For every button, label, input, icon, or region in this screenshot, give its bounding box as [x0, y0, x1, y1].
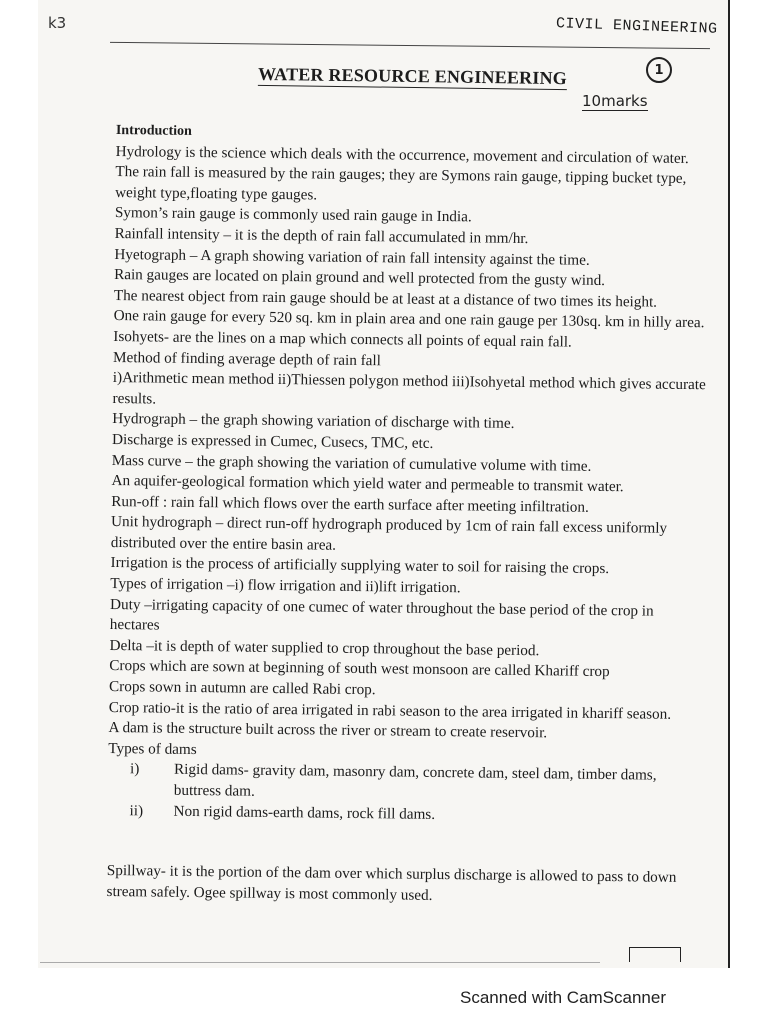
body-paragraph: i)Arithmetic mean method ii)Thiessen polygon method iii)Isohyetal method which gives accurate results. — [112, 369, 706, 408]
body-paragraph: Rainfall intensity – it is the depth of rain fall accumulated in mm/hr. — [114, 224, 529, 248]
body-paragraph: Rain gauges are located on plain ground and well protected from the gusty wind. — [114, 266, 606, 290]
body-paragraph: Method of finding average depth of rain fall — [113, 348, 382, 369]
body-paragraph: Types of dams — [108, 739, 197, 758]
camscanner-watermark: Scanned with CamScanner — [460, 988, 667, 1007]
body-paragraph: Hydrograph – the graph showing variation of discharge with time. — [112, 410, 515, 433]
body-paragraph: An aquifer-geological formation which yield water and permeable to transmit water. — [111, 472, 624, 496]
dam-types-list — [107, 759, 703, 828]
dam-type-item — [108, 759, 703, 807]
body-paragraph: The rain fall is measured by the rain gauges; they are Symons rain gauge, tipping bucket type, weight type,floating type gauges. — [115, 163, 687, 204]
body-paragraph: Irrigation is the process of artificially supplying water to soil for raising the crops. — [110, 554, 610, 578]
body-paragraph: A dam is the structure built across the river or stream to create reservoir. — [108, 719, 548, 742]
body-paragraph: Discharge is expressed in Cumec, Cusecs, TMC, etc. — [112, 430, 434, 452]
body-paragraph: Hydrology is the science which deals with the occurrence, movement and circulation of water. — [115, 142, 689, 167]
intro-heading: Introduction — [115, 122, 192, 139]
body-paragraph: Crops sown in autumn are called Rabi crop. — [108, 677, 376, 699]
spillway-paragraph: Spillway- it is the portion of the dam over which surplus discharge is allowed to pass to down stream safely. Ogee spillway is most commonly used. — [106, 862, 677, 904]
paragraph-list — [108, 142, 711, 767]
body-paragraph: Run-off : rain fall which flows over the earth surface after meeting infiltration. — [111, 492, 589, 516]
body-paragraph: Delta –it is depth of water supplied to crop throughout the base period. — [109, 636, 540, 660]
body-paragraph: Mass curve – the graph showing the variation of cumulative volume with time. — [111, 451, 592, 475]
corner-handwritten-mark: k3 — [48, 14, 67, 32]
body-paragraph: One rain gauge for every 520 sq. km in plain area and one rain gauge per 130sq. km in hilly area. — [113, 307, 705, 332]
body-paragraph: Crop ratio-it is the ratio of area irrigated in rabi season to the area irrigated in khariff season. — [108, 698, 672, 723]
body-paragraph: Unit hydrograph – direct run-off hydrograph produced by 1cm of rain fall excess uniformly distributed over the entire basin area. — [110, 513, 668, 554]
box-mark — [629, 947, 681, 962]
handwritten-marks-note: 10marks — [582, 92, 648, 110]
list-text: Non rigid dams-earth dams, rock fill dams. — [173, 802, 436, 823]
list-text: Rigid dams- gravity dam, masonry dam, concrete dam, steel dam, timber dams, buttress dam. — [173, 761, 657, 800]
page-number-circle: 1 — [646, 57, 672, 83]
subject-header: CIVIL ENGINEERING — [555, 15, 718, 38]
body-paragraph: Crops which are sown at beginning of south west monsoon are called Khariff crop — [109, 657, 610, 681]
list-number: i) — [129, 760, 140, 778]
list-number: ii) — [129, 801, 144, 819]
document-body — [106, 121, 711, 910]
body-paragraph: Symon’s rain gauge is commonly used rain gauge in India. — [114, 204, 472, 226]
bottom-divider — [40, 962, 600, 963]
document-title: WATER RESOURCE ENGINEERING — [257, 63, 568, 89]
body-paragraph: Isohyets- are the lines on a map which connects all points of equal rain fall. — [113, 327, 572, 351]
body-paragraph: Hyetograph – A graph showing variation of rain fall intensity against the time. — [114, 245, 590, 269]
body-paragraph: Types of irrigation –i) flow irrigation and ii)lift irrigation. — [110, 575, 461, 597]
body-paragraph: Duty –irrigating capacity of one cumec of water throughout the base period of the crop in hectares — [109, 595, 654, 634]
body-paragraph: The nearest object from rain gauge should be at least at a distance of two times its height. — [113, 286, 658, 311]
